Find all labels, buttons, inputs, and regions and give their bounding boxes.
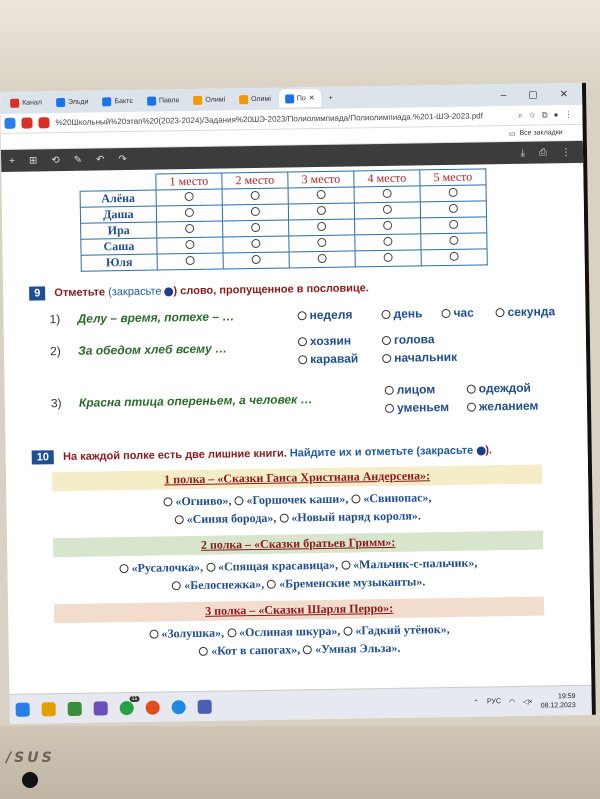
table-cell[interactable] bbox=[289, 219, 355, 236]
maximize-icon[interactable]: ▢ bbox=[528, 89, 538, 101]
favicon-icon bbox=[56, 97, 65, 106]
radio-circle-icon[interactable] bbox=[341, 561, 350, 570]
favicon-icon bbox=[147, 96, 156, 105]
book-option[interactable]: «Горшочек каши», bbox=[234, 492, 348, 508]
favicon-icon bbox=[102, 97, 111, 106]
answer-circle[interactable] bbox=[186, 256, 195, 265]
table-cell[interactable] bbox=[421, 217, 487, 234]
table-cell[interactable] bbox=[156, 205, 222, 222]
answer-circle[interactable] bbox=[383, 189, 392, 198]
close-tab-icon[interactable]: ✕ bbox=[308, 95, 315, 103]
table-cell[interactable] bbox=[223, 236, 289, 253]
browser-tab[interactable]: Олимі bbox=[233, 90, 277, 109]
system-tray bbox=[473, 691, 592, 711]
draw-icon[interactable]: ✎ bbox=[73, 154, 83, 166]
answer-circle[interactable] bbox=[383, 237, 392, 246]
radio-circle-icon[interactable] bbox=[234, 496, 243, 505]
wifi-icon[interactable]: ◠ bbox=[508, 698, 516, 706]
browser-tab[interactable]: Павле bbox=[141, 91, 186, 110]
shelf-title: 1 полка – «Сказки Ганса Христиана Андерсена»: bbox=[52, 465, 542, 492]
book-option[interactable]: «Кот в сапогах», bbox=[199, 642, 300, 658]
book-option[interactable]: «Русалочка», bbox=[119, 560, 203, 575]
radio-circle-icon[interactable] bbox=[467, 385, 476, 394]
answer-circle[interactable] bbox=[383, 221, 392, 230]
book-option[interactable]: «Умная Эльза». bbox=[303, 641, 401, 657]
table-cell[interactable] bbox=[355, 250, 421, 267]
table-cell[interactable] bbox=[288, 203, 354, 220]
radio-circle-icon[interactable] bbox=[199, 647, 208, 656]
extensions-icon[interactable]: ⧉ bbox=[541, 109, 548, 119]
question-number: 9 bbox=[29, 286, 45, 300]
all-bookmarks-link[interactable]: Все закладки bbox=[519, 129, 563, 137]
table-cell[interactable] bbox=[354, 202, 420, 219]
redo-icon[interactable]: ↷ bbox=[118, 153, 127, 165]
browser-tab[interactable]: Олимі bbox=[187, 90, 231, 109]
shelf-title: 3 полка – «Сказки Шарля Перро»: bbox=[54, 597, 544, 624]
answer-circle[interactable] bbox=[384, 253, 393, 262]
table-cell[interactable] bbox=[157, 237, 223, 254]
book-list bbox=[52, 487, 543, 531]
filled-circle-icon bbox=[476, 446, 485, 455]
table-cell[interactable] bbox=[289, 251, 355, 268]
favicon-icon bbox=[239, 95, 248, 104]
bookmark-star-icon[interactable]: ☆ bbox=[528, 110, 536, 120]
book-option[interactable]: «Золушка», bbox=[149, 626, 224, 641]
answer-circle[interactable] bbox=[450, 252, 459, 261]
table-cell[interactable] bbox=[157, 221, 223, 238]
minimize-icon[interactable]: – bbox=[500, 89, 507, 101]
new-tab-button[interactable]: + bbox=[328, 94, 333, 102]
radio-circle-icon[interactable] bbox=[441, 309, 450, 318]
proverb-item: 1) Делу – время, потехе – … неделя день час секунда bbox=[49, 304, 556, 327]
table-cell[interactable] bbox=[421, 249, 487, 266]
proverb-text: Делу – время, потехе – … bbox=[77, 309, 235, 326]
answer-circle[interactable] bbox=[449, 188, 458, 197]
book-list bbox=[53, 553, 544, 597]
book-list bbox=[54, 619, 545, 663]
answer-option[interactable]: каравай bbox=[298, 351, 358, 366]
more-icon[interactable]: ⋮ bbox=[560, 146, 572, 158]
answer-circle[interactable] bbox=[251, 239, 260, 248]
browser-tab[interactable]: Канал bbox=[4, 93, 48, 112]
column-header: 3 место bbox=[288, 171, 354, 188]
radio-circle-icon[interactable] bbox=[385, 386, 394, 395]
answer-circle[interactable] bbox=[317, 206, 326, 215]
question-10-heading: 10 На каждой полке есть две лишние книги. Найдите их и отметьте (закрасьте ). bbox=[32, 442, 588, 465]
volume-icon[interactable]: ◁× bbox=[523, 698, 533, 706]
chrome-icon[interactable] bbox=[146, 700, 160, 714]
book-option[interactable]: «Мальчик-с-пальчик», bbox=[341, 556, 477, 572]
answer-option[interactable]: желанием bbox=[467, 399, 539, 414]
radio-circle-icon[interactable] bbox=[343, 627, 352, 636]
laptop-logo: /SUS bbox=[6, 750, 55, 766]
column-header: 4 место bbox=[354, 170, 420, 187]
answer-option[interactable]: хозяин bbox=[298, 334, 351, 349]
answer-circle[interactable] bbox=[317, 238, 326, 247]
table-corner bbox=[80, 174, 156, 191]
answer-option[interactable]: неделя bbox=[297, 307, 352, 322]
answer-circle[interactable] bbox=[185, 192, 194, 201]
table-cell[interactable] bbox=[157, 253, 223, 270]
laptop-bezel-bottom bbox=[0, 726, 600, 799]
url-field[interactable]: %20Школьный%20этап%20(2023-2024)/Задания%20ШЭ-2023/Полиолимпиада/Полиолимпиада.%201-ШЭ-2023.pdf bbox=[55, 111, 484, 128]
answer-circle[interactable] bbox=[185, 208, 194, 217]
table-cell[interactable] bbox=[222, 204, 288, 221]
table-cell[interactable] bbox=[223, 220, 289, 237]
extension-icon[interactable] bbox=[38, 117, 49, 128]
table-cell[interactable] bbox=[420, 201, 486, 218]
explorer-icon[interactable] bbox=[42, 702, 56, 716]
favicon-icon bbox=[193, 95, 202, 104]
download-icon[interactable]: ⤓ bbox=[520, 147, 526, 159]
radio-circle-icon[interactable] bbox=[382, 336, 391, 345]
pdf-page bbox=[1, 167, 591, 706]
column-header: 5 место bbox=[420, 169, 486, 186]
browser-tab-active[interactable]: По ✕ bbox=[279, 89, 321, 108]
radio-circle-icon[interactable] bbox=[351, 494, 360, 503]
table-cell[interactable] bbox=[355, 234, 421, 251]
radio-circle-icon[interactable] bbox=[303, 645, 312, 654]
row-name: Алёна bbox=[80, 190, 156, 207]
answer-circle[interactable] bbox=[383, 205, 392, 214]
answer-option[interactable]: уменьем bbox=[385, 400, 449, 415]
radio-circle-icon[interactable] bbox=[298, 337, 307, 346]
answer-circle[interactable] bbox=[318, 254, 327, 263]
question-9-heading: 9 Отметьте (закрасьте ) слово, пропущенное в пословице. bbox=[29, 278, 585, 301]
places-table bbox=[79, 168, 487, 271]
favicon-icon bbox=[285, 94, 294, 103]
radio-circle-icon[interactable] bbox=[163, 497, 172, 506]
radio-circle-icon[interactable] bbox=[120, 564, 129, 573]
answer-option[interactable]: одеждой bbox=[467, 381, 531, 396]
table-cell[interactable] bbox=[223, 252, 289, 269]
radio-circle-icon[interactable] bbox=[227, 628, 236, 637]
radio-circle-icon[interactable] bbox=[149, 630, 158, 639]
book-option[interactable]: «Новый наряд короля». bbox=[279, 508, 421, 524]
radio-circle-icon[interactable] bbox=[206, 563, 215, 572]
radio-circle-icon[interactable] bbox=[175, 515, 184, 524]
answer-option[interactable]: лицом bbox=[385, 382, 436, 397]
radio-circle-icon[interactable] bbox=[297, 311, 306, 320]
zoom-in-icon[interactable]: + bbox=[8, 155, 16, 167]
whatsapp-icon[interactable]: 11 bbox=[120, 700, 134, 714]
radio-circle-icon[interactable] bbox=[267, 580, 276, 589]
answer-circle[interactable] bbox=[449, 204, 458, 213]
rotate-icon[interactable]: ⟲ bbox=[51, 154, 60, 166]
answer-circle[interactable] bbox=[449, 220, 458, 229]
answer-circle[interactable] bbox=[252, 255, 261, 264]
question-number: 10 bbox=[32, 450, 54, 464]
browser-tab[interactable]: Эльди bbox=[50, 93, 95, 112]
radio-circle-icon[interactable] bbox=[298, 355, 307, 364]
table-cell[interactable] bbox=[222, 188, 288, 205]
answer-option[interactable]: час bbox=[441, 306, 474, 321]
extension-icon[interactable] bbox=[21, 117, 32, 128]
book-option[interactable]: «Свинопас», bbox=[351, 490, 431, 505]
row-name: Саша bbox=[81, 238, 157, 255]
laptop-screen bbox=[0, 83, 596, 724]
answer-option[interactable]: день bbox=[381, 306, 422, 321]
fit-page-icon[interactable]: ⊞ bbox=[28, 154, 38, 167]
answer-circle[interactable] bbox=[185, 224, 194, 233]
book-option[interactable]: «Гадкий утёнок», bbox=[343, 622, 450, 638]
app-icon[interactable] bbox=[94, 701, 108, 715]
radio-circle-icon[interactable] bbox=[495, 308, 504, 317]
answer-circle[interactable] bbox=[317, 222, 326, 231]
table-cell[interactable] bbox=[355, 218, 421, 235]
word-icon[interactable] bbox=[198, 699, 212, 713]
start-icon[interactable] bbox=[16, 702, 30, 716]
chevron-up-icon[interactable]: ⌃ bbox=[473, 699, 480, 707]
menu-icon[interactable]: ⋮ bbox=[564, 110, 573, 120]
row-name: Даша bbox=[80, 206, 156, 223]
edge-icon[interactable] bbox=[172, 700, 186, 714]
window-controls bbox=[501, 88, 583, 100]
column-header: 2 место bbox=[222, 172, 288, 189]
radio-circle-icon[interactable] bbox=[381, 310, 390, 319]
close-icon[interactable]: ✕ bbox=[559, 88, 569, 100]
browser-tab[interactable]: Бактє bbox=[96, 92, 139, 111]
proverb-item: 2) За обедом хлеб всему … хозяин голова каравай начальник bbox=[49, 332, 458, 367]
print-icon[interactable]: ⎙ bbox=[538, 146, 548, 159]
book-option[interactable]: «Синяя борода», bbox=[175, 511, 277, 527]
column-header: 1 место bbox=[156, 173, 222, 190]
book-option[interactable]: «Ослиная шкура», bbox=[227, 624, 340, 640]
table-cell[interactable] bbox=[156, 189, 222, 206]
proverb-item: 3) Красна птица опереньем, а человек … лицом одеждой уменьем желанием bbox=[50, 380, 539, 415]
undo-icon[interactable]: ↶ bbox=[96, 153, 105, 165]
book-option[interactable]: «Бременские музыканты». bbox=[267, 574, 425, 590]
table-cell[interactable] bbox=[421, 233, 487, 250]
favicon-icon bbox=[10, 98, 19, 107]
language-indicator[interactable]: РУС bbox=[486, 698, 502, 706]
app-icon[interactable] bbox=[68, 701, 82, 715]
zoom-icon[interactable]: ⌕ bbox=[518, 110, 523, 120]
answer-option[interactable]: голова bbox=[382, 332, 435, 347]
book-option[interactable]: «Белоснежка», bbox=[172, 577, 264, 592]
radio-circle-icon[interactable] bbox=[385, 404, 394, 413]
shelf-title: 2 полка – «Сказки братьев Гримм»: bbox=[53, 531, 543, 558]
row-name: Юля bbox=[81, 254, 157, 271]
pdf-toolbar-right bbox=[521, 146, 584, 158]
extension-icon[interactable] bbox=[4, 118, 15, 129]
radio-circle-icon[interactable] bbox=[467, 403, 476, 412]
answer-option[interactable]: начальник bbox=[382, 350, 457, 365]
radio-circle-icon[interactable] bbox=[382, 354, 391, 363]
table-cell[interactable] bbox=[354, 186, 420, 203]
answer-option[interactable]: секунда bbox=[495, 304, 555, 319]
table-cell[interactable] bbox=[288, 187, 354, 204]
webcam-icon bbox=[22, 772, 38, 788]
answer-circle[interactable] bbox=[251, 207, 260, 216]
answer-circle[interactable] bbox=[449, 236, 458, 245]
radio-circle-icon[interactable] bbox=[172, 581, 181, 590]
answer-circle[interactable] bbox=[251, 223, 260, 232]
book-option[interactable]: «Спящая красавица», bbox=[206, 558, 338, 574]
table-cell[interactable] bbox=[289, 235, 355, 252]
answer-circle[interactable] bbox=[251, 191, 260, 200]
answer-circle[interactable] bbox=[185, 240, 194, 249]
row-name: Ира bbox=[81, 222, 157, 239]
profile-icon[interactable]: ● bbox=[553, 110, 559, 120]
table-cell[interactable] bbox=[420, 185, 486, 202]
proverb-text: Красна птица опереньем, а человек … bbox=[78, 392, 313, 410]
answer-circle[interactable] bbox=[317, 190, 326, 199]
proverb-text: За обедом хлеб всему … bbox=[77, 341, 228, 358]
book-option[interactable]: «Огниво», bbox=[163, 493, 231, 508]
clock[interactable]: 19:59 08.12.2023 bbox=[540, 692, 576, 710]
radio-circle-icon[interactable] bbox=[279, 514, 288, 523]
folder-icon: ▭ bbox=[508, 130, 516, 138]
